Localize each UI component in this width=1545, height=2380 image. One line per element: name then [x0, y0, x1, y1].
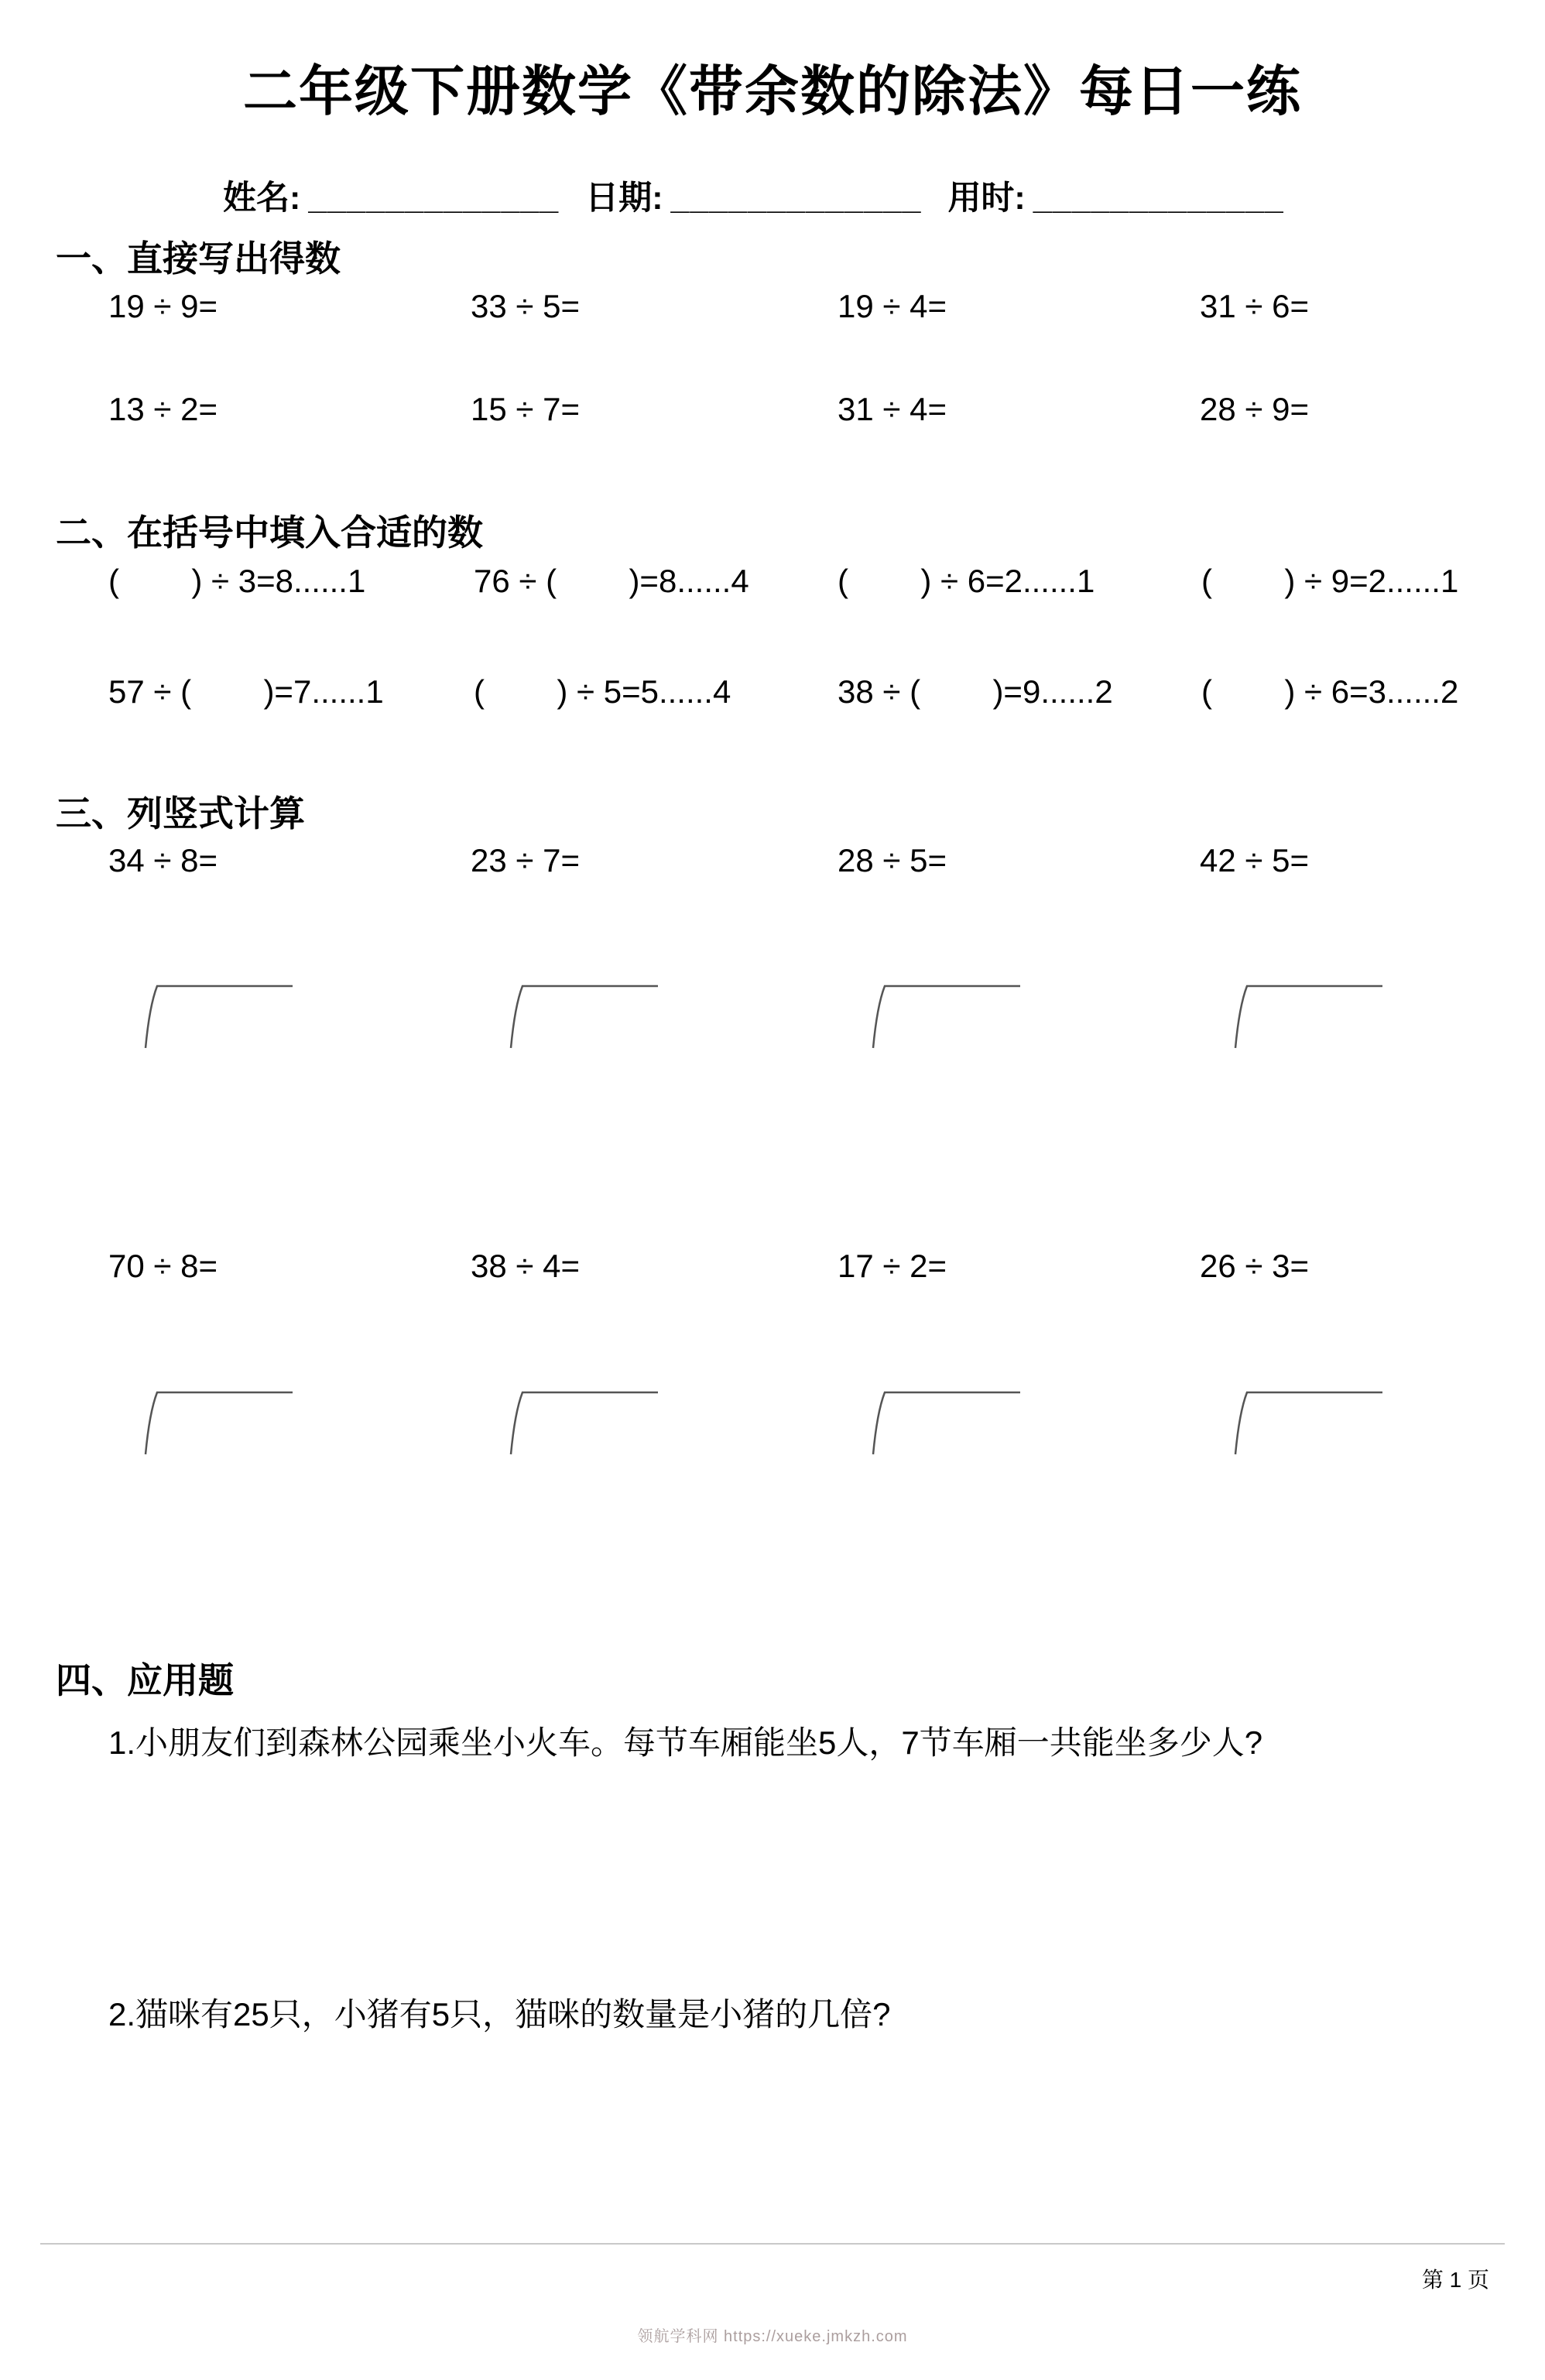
- section-1-row-2: [0, 391, 1545, 437]
- expression: ( ) ÷ 3=8......1: [108, 563, 366, 599]
- expression: 70 ÷ 8=: [108, 1248, 218, 1284]
- section-2-row-1: [0, 563, 1545, 609]
- meta-line: [223, 172, 1310, 219]
- expression: 28 ÷ 5=: [838, 842, 947, 878]
- expression: 19 ÷ 4=: [838, 288, 947, 324]
- page-number: 第 1 页: [1421, 2268, 1489, 2292]
- expression: 17 ÷ 2=: [838, 1248, 947, 1284]
- section-3-row-2: [0, 1248, 1545, 1294]
- page-title: 二年级下册数学《带余数的除法》每日一练: [243, 61, 1302, 122]
- date-label: 日期:: [585, 180, 663, 217]
- expression: 23 ÷ 7=: [471, 842, 580, 878]
- expression: 38 ÷ 4=: [471, 1248, 580, 1284]
- expression: 28 ÷ 9=: [1200, 391, 1309, 427]
- long-division-bracket: [1223, 1389, 1386, 1456]
- expression: 57 ÷ ( )=7......1: [108, 673, 384, 710]
- long-division-bracket: [1223, 983, 1386, 1050]
- expression: 15 ÷ 7=: [471, 391, 580, 427]
- expression: 42 ÷ 5=: [1200, 842, 1309, 878]
- name-blank-field: _____________: [308, 180, 560, 217]
- section-3-heading: 三、列竖式计算: [56, 793, 305, 834]
- expression: 31 ÷ 4=: [838, 391, 947, 427]
- long-division-bracket: [498, 983, 661, 1050]
- expression: ( ) ÷ 6=3......2: [1201, 673, 1459, 710]
- expression: 76 ÷ ( )=8......4: [474, 563, 749, 599]
- expression: 34 ÷ 8=: [108, 842, 218, 878]
- time-blank-field: _____________: [1033, 180, 1284, 217]
- long-division-bracket: [861, 983, 1023, 1050]
- expression: 31 ÷ 6=: [1200, 288, 1309, 324]
- expression: 26 ÷ 3=: [1200, 1248, 1309, 1284]
- long-division-bracket: [133, 983, 296, 1050]
- expression: 13 ÷ 2=: [108, 391, 218, 427]
- word-problem-2: 2.猫咪有25只，小猪有5只，猫咪的数量是小猪的几倍?: [108, 1996, 891, 2032]
- long-division-bracket: [861, 1389, 1023, 1456]
- section-3-row-1: [0, 842, 1545, 889]
- section-2-row-2: [0, 673, 1545, 720]
- word-problem-1: 1.小朋友们到森林公园乘坐小火车。每节车厢能坐5人，7节车厢一共能坐多少人?: [108, 1724, 1263, 1761]
- expression: 38 ÷ ( )=9......2: [838, 673, 1113, 710]
- section-2-heading: 二、在括号中填入合适的数: [56, 512, 483, 553]
- section-1-row-1: [0, 288, 1545, 334]
- date-blank-field: _____________: [670, 180, 922, 217]
- section-4-heading: 四、应用题: [56, 1660, 234, 1700]
- expression: 33 ÷ 5=: [471, 288, 580, 324]
- time-label: 用时:: [947, 180, 1026, 217]
- expression: ( ) ÷ 9=2......1: [1201, 563, 1459, 599]
- footer-divider: [40, 2243, 1505, 2245]
- name-label: 姓名:: [223, 180, 301, 217]
- section-1-heading: 一、直接写出得数: [56, 238, 341, 279]
- long-division-bracket: [498, 1389, 661, 1456]
- expression: 19 ÷ 9=: [108, 288, 218, 324]
- watermark: 领航学科网 https://xueke.jmkzh.com: [637, 2328, 908, 2345]
- expression: ( ) ÷ 5=5......4: [474, 673, 731, 710]
- long-division-bracket: [133, 1389, 296, 1456]
- expression: ( ) ÷ 6=2......1: [838, 563, 1095, 599]
